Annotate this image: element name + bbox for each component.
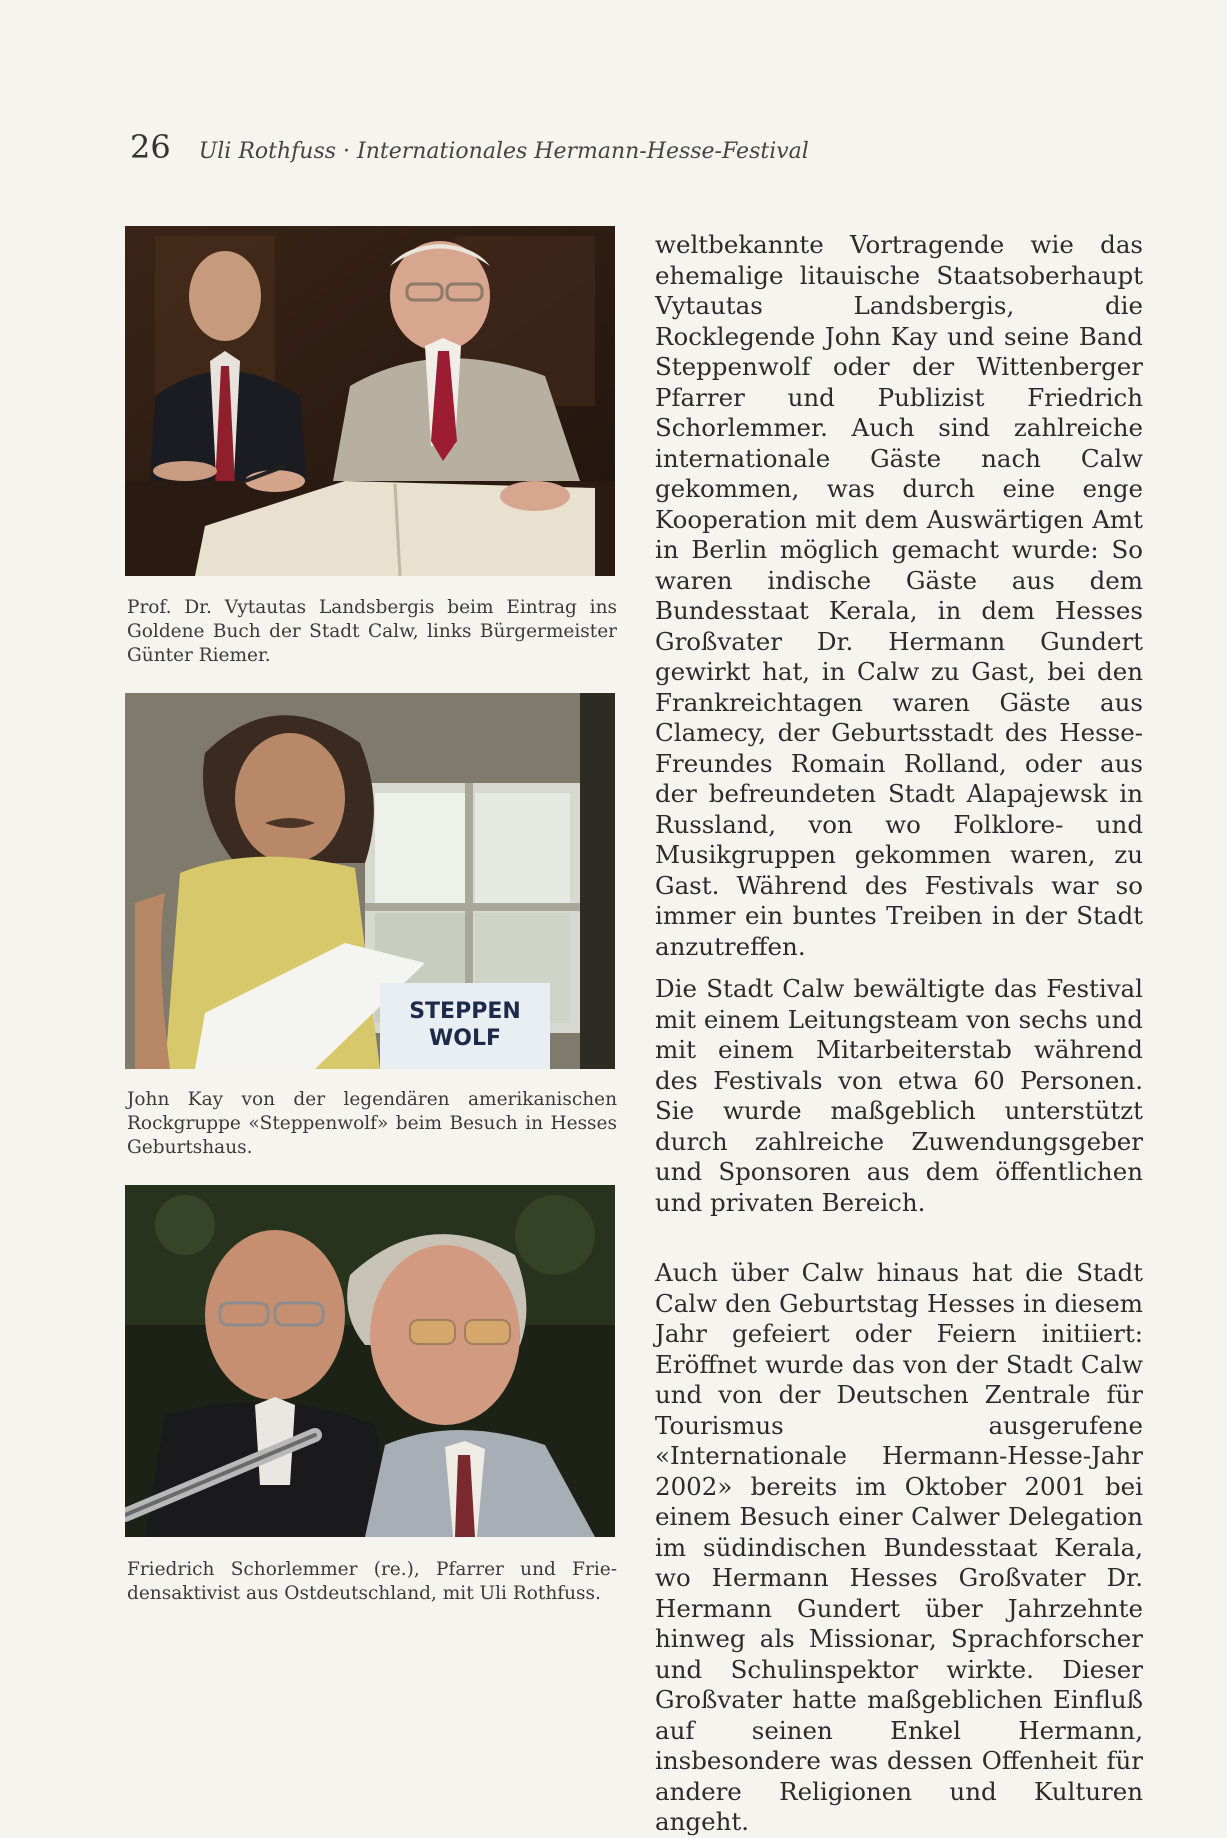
photo-landsbergis-golden-book	[125, 226, 615, 576]
poster-text-wolf: WOLF	[428, 1026, 502, 1051]
running-title: Uli Rothfuss · Internationales Hermann-Hesse-Festival	[198, 139, 809, 164]
body-paragraph-2: Die Stadt Calw bewältigte das Festival mit einem Leitungsteam von sechs und mit einem Mitarbeiterstab während des Festivals von etwa 60 Personen. Sie wurde maßgeblich unterstützt durch zahlreiche Zuwendungsgeber und Sponsoren aus dem öffentlichen und privaten Bereich.	[655, 974, 1143, 1217]
photo-john-kay	[125, 693, 615, 1069]
body-column	[655, 230, 1143, 1838]
page-number: 26	[130, 128, 171, 166]
caption-landsbergis: Prof. Dr. Vytautas Landsbergis beim Eintrag ins Goldene Buch der Stadt Calw, links Bürgermeister Günter Riemer.	[127, 597, 617, 666]
caption-john-kay: John Kay von der legendären amerikanischen Rockgruppe «Steppenwolf» beim Besuch in Hesses Geburtshaus.	[127, 1089, 617, 1158]
caption-schorlemmer: Friedrich Schorlemmer (re.), Pfarrer und Friedensaktivist aus Ostdeutschland, mit Uli Rothfuss.	[127, 1559, 617, 1604]
photo-john-kay-image	[125, 693, 615, 1069]
photo-landsbergis-image	[125, 226, 615, 576]
body-paragraph-3: Auch über Calw hinaus hat die Stadt Calw den Geburtstag Hesses in diesem Jahr gefeiert oder Feiern initiiert: Eröffnet wurde das von der Stadt Calw und von der Deutschen Zentrale für Tourismus ausgerufene «Internationale Hermann-Hesse-Jahr 2002» bereits im Oktober 2001 bei einem Besuch einer Calwer Delegation im südindischen Bundesstaat Kerala, wo Hermann Hesses Großvater Dr. Hermann Gundert über Jahrzehnte hinweg als Missionar, Sprachforscher und Schulinspektor wirkte. Dieser Großvater hatte maßgeblichen Einfluß auf seinen Enkel Hermann, insbesondere was dessen Offenheit für andere Religionen und Kulturen angeht.	[655, 1258, 1143, 1836]
running-header	[130, 128, 809, 166]
photo-schorlemmer	[125, 1185, 615, 1537]
photo-schorlemmer-image	[125, 1185, 615, 1537]
body-paragraph-1: weltbekannte Vortragende wie das ehemalige litauische Staatsoberhaupt Vytautas Landsbergis, die Rocklegende John Kay und seine Band Steppenwolf oder der Wittenberger Pfarrer und Publizist Friedrich Schorlemmer. Auch sind zahlreiche internationale Gäste nach Calw gekommen, was durch eine enge Kooperation mit dem Auswärtigen Amt in Berlin möglich gemacht wurde: So waren indische Gäste aus dem Bundesstaat Kerala, in dem Hesses Großvater Dr. Hermann Gundert gewirkt hat, in Calw zu Gast, bei den Frankreichtagen waren Gäste aus Clamecy, der Geburtsstadt des Hesse-Freundes Romain Rolland, oder aus der befreundeten Stadt Alapajewsk in Russland, von wo Folklore- und Musikgruppen gekommen waren, zu Gast. Während des Festivals war so immer ein buntes Treiben in der Stadt anzutreffen.	[655, 230, 1143, 961]
poster-text-steppen: STEPPEN	[409, 999, 521, 1024]
